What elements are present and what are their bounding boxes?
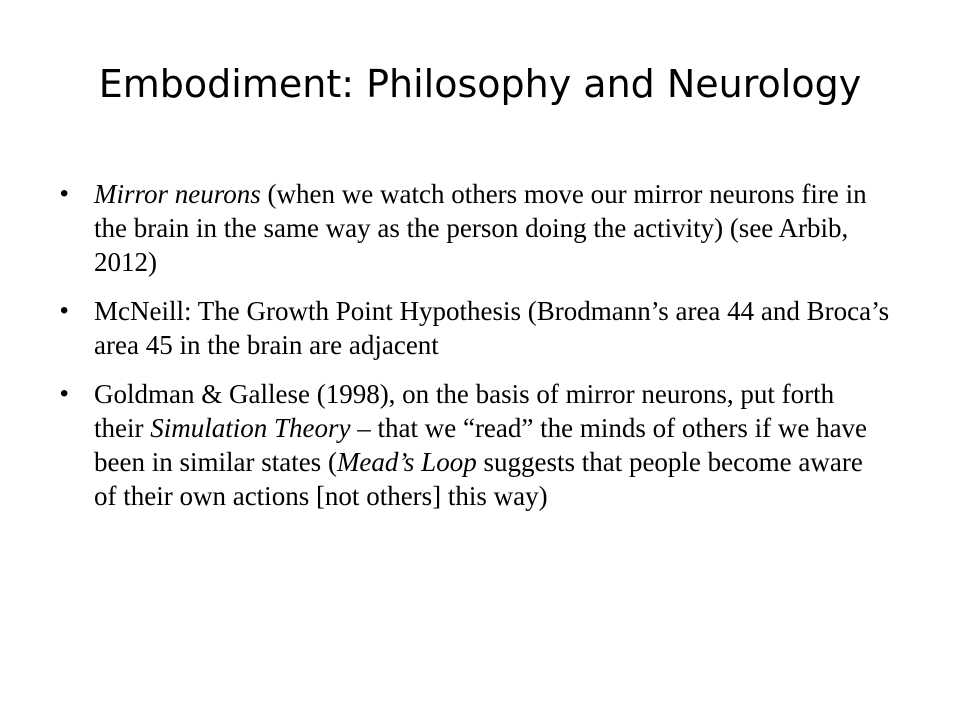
- bullet-marker: •: [60, 180, 69, 207]
- bullet-text-segment: – that we “read” the minds of others if we have been in similar states (: [94, 413, 868, 477]
- bullet-item-goldman-gallese: [60, 377, 890, 513]
- bullet-marker: •: [60, 297, 69, 324]
- bullet-text-segment: Goldman & Gallese (1998), on the basis of mirror neurons, put forth their: [94, 379, 835, 443]
- bullet-item-mirror-neurons: [60, 177, 890, 279]
- bullet-marker: •: [60, 380, 69, 407]
- slide-title: Embodiment: Philosophy and Neurology: [98, 62, 862, 106]
- bullet-text-segment: (when we watch others move our mirror neurons fire in the brain in the same way as the person doing the activity) (see Arbib, 2012): [94, 179, 867, 277]
- bullet-list: [60, 177, 890, 528]
- bullet-text-segment: suggests that people become aware of their own actions [not others] this way): [94, 447, 863, 511]
- bullet-text-segment: McNeill: The Growth Point Hypothesis (Brodmann’s area 44 and Broca’s area 45 in the brain are adjacent: [94, 296, 890, 360]
- bullet-text-segment: Mead’s Loop: [336, 447, 477, 477]
- bullet-item-mcneill: [60, 294, 890, 362]
- bullet-text-segment: Mirror neurons: [94, 179, 261, 209]
- bullet-text-segment: Simulation Theory: [150, 413, 351, 443]
